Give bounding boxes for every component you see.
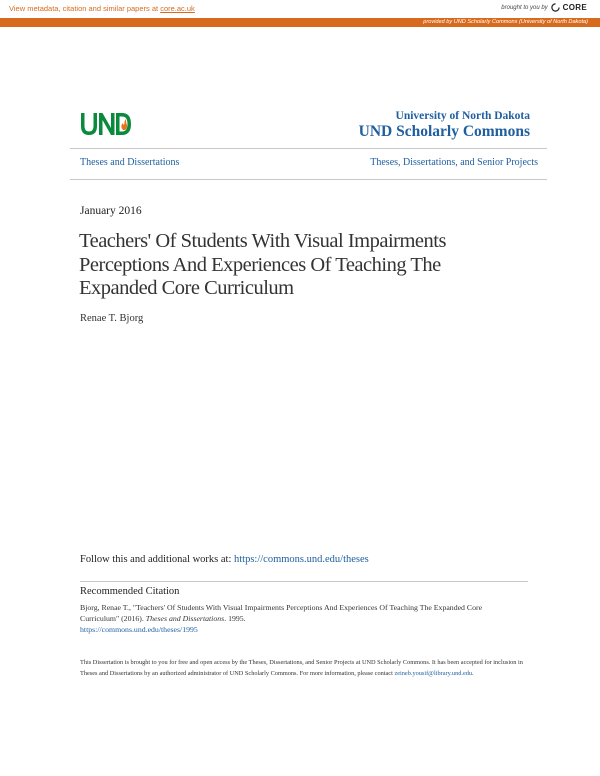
follow-line: [80, 554, 369, 565]
citation-body: Bjorg, Renae T., "Teachers' Of Students With Visual Impairments Perceptions And Experiences Of Teaching The Expanded Core Curriculum" (2016).: [80, 603, 483, 623]
core-logo-text[interactable]: CORE: [562, 3, 587, 12]
citation-text: [80, 602, 520, 635]
author-name: Renae T. Bjorg: [80, 313, 144, 324]
institution-block: [359, 110, 530, 141]
und-logo[interactable]: [80, 111, 132, 137]
citation-series: Theses and Dissertations: [145, 614, 225, 623]
provided-by-text[interactable]: provided by UND Scholarly Commons (University of North Dakota): [423, 19, 588, 25]
repository-name[interactable]: UND Scholarly Commons: [358, 123, 530, 140]
document-title: Teachers' Of Students With Visual Impairments Perceptions And Experiences Of Teaching The Expanded Core Curriculum: [79, 230, 446, 299]
citation-number: . 1995.: [224, 614, 246, 623]
divider-citation: [80, 581, 528, 582]
publication-date: January 2016: [80, 205, 142, 217]
access-end: .: [472, 669, 474, 677]
core-metadata-text: [9, 4, 195, 13]
follow-label: Follow this and additional works at:: [80, 554, 234, 565]
divider-top: [70, 148, 547, 149]
core-metadata-label: View metadata, citation and similar papers at: [9, 4, 161, 13]
nav-theses-senior-projects[interactable]: Theses, Dissertations, and Senior Projects: [370, 157, 538, 168]
citation-link[interactable]: https://commons.und.edu/theses/1995: [80, 625, 198, 634]
brought-by-label: brought to you by: [501, 4, 548, 11]
core-logo-icon: [551, 3, 560, 12]
core-banner: [0, 0, 600, 18]
provided-by-bar: [0, 18, 600, 27]
contact-email-link[interactable]: zeineb.yousif@library.und.edu: [394, 669, 473, 677]
core-link[interactable]: core.ac.uk: [160, 4, 195, 13]
divider-nav: [70, 179, 547, 180]
nav-theses-dissertations[interactable]: Theses and Dissertations: [80, 157, 180, 168]
citation-heading: Recommended Citation: [80, 586, 180, 597]
access-text: This Dissertation is brought to you for free and open access by the Theses, Dissertations, and Senior Projects at UND Scholarly Commons. It has been accepted for inclusion in Theses and Dissertations by an authorized administrator of UND Scholarly Commons. For more information, please contact: [80, 659, 523, 677]
core-brought-by: [501, 3, 587, 12]
access-statement: [80, 658, 525, 679]
university-name[interactable]: University of North Dakota: [395, 110, 530, 122]
follow-link[interactable]: https://commons.und.edu/theses: [234, 554, 369, 565]
